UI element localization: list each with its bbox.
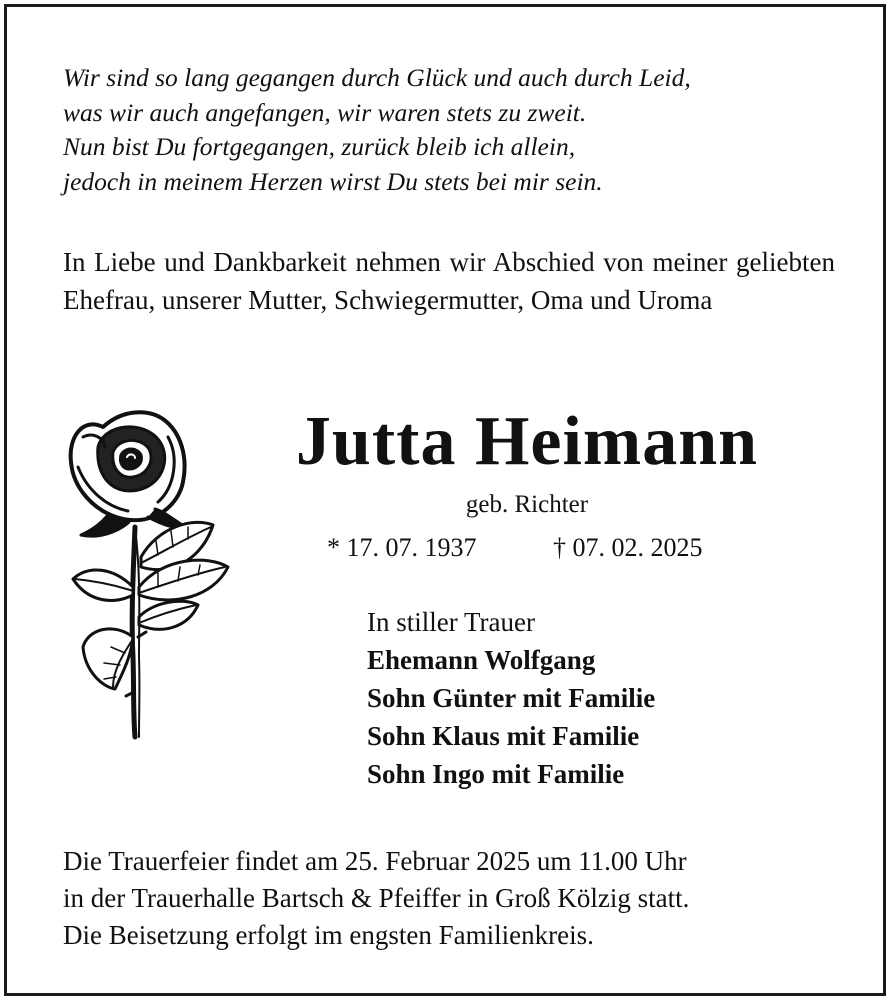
- mourner-name: Sohn Günter mit Familie: [367, 683, 656, 713]
- mourner-name: Sohn Klaus mit Familie: [367, 721, 640, 751]
- funeral-line: Die Trauerfeier findet am 25. Februar 2025 um 11.00 Uhr: [63, 846, 687, 876]
- poem: [63, 61, 843, 199]
- poem-line: jedoch in meinem Herzen wirst Du stets bei mir sein.: [63, 166, 603, 196]
- obituary-frame: [4, 4, 886, 996]
- deceased-name: Jutta Heimann: [295, 403, 759, 480]
- birth-name: geb. Richter: [465, 491, 589, 518]
- life-dates: [327, 531, 747, 565]
- poem-line: Nun bist Du fortgegangen, zurück bleib ich allein,: [63, 132, 576, 161]
- poem-line: Wir sind so lang gegangen durch Glück und auch durch Leid,: [63, 63, 691, 92]
- poem-line: was wir auch angefangen, wir waren stets zu zweit.: [63, 97, 587, 127]
- birth-date: * 17. 07. 1937: [327, 533, 477, 562]
- mourner-name: Sohn Ingo mit Familie: [367, 759, 625, 789]
- funeral-line: in der Trauerhalle Bartsch & Pfeiffer in Groß Kölzig statt.: [63, 883, 690, 913]
- mourners-intro: In stiller Trauer: [367, 607, 535, 637]
- mourners: [367, 603, 807, 793]
- funeral-line: Die Beisetzung erfolgt im engsten Familienkreis.: [63, 920, 594, 950]
- funeral-info: [63, 843, 835, 954]
- mourner-name: Ehemann Wolfgang: [367, 645, 596, 675]
- death-date: † 07. 02. 2025: [553, 533, 703, 562]
- intro-text: In Liebe und Dankbarkeit nehmen wir Abschied von meiner geliebten Ehefrau, unserer Mutter, Schwiegermutter, Oma und Uroma: [63, 247, 835, 315]
